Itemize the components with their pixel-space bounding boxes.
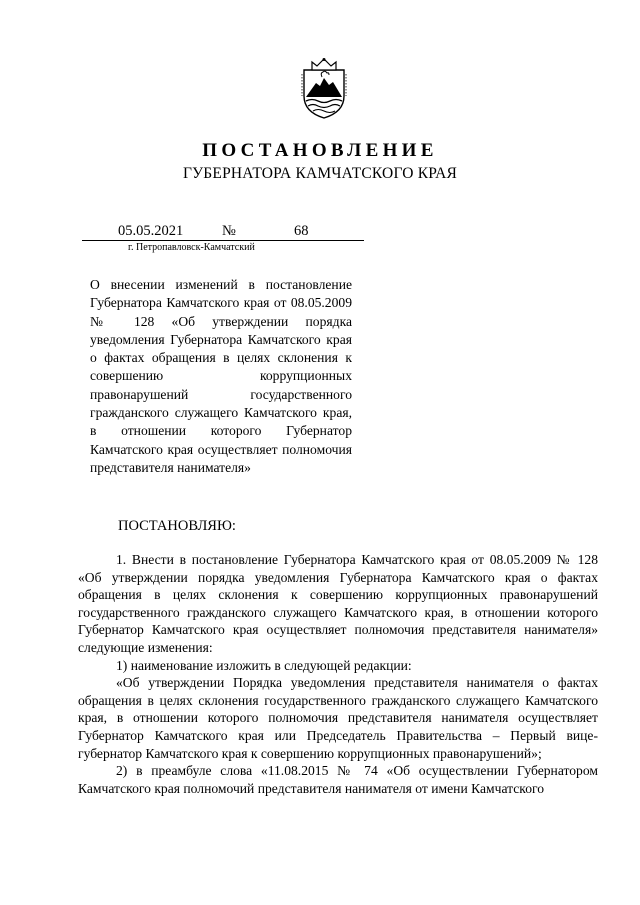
document-title: ПОСТАНОВЛЕНИЕ — [202, 140, 438, 161]
document-place: г. Петропавловск-Камчатский — [128, 242, 255, 253]
document-subtitle: ГУБЕРНАТОРА КАМЧАТСКОГО КРАЯ — [182, 165, 458, 182]
document-body — [78, 551, 598, 797]
body-paragraph: 2) в преамбуле слова «11.08.2015 № 74 «Об осуществлении Губернатором Камчатского края полномочий представителя нанимателя от имени Камчатского — [78, 763, 598, 796]
body-paragraph: 1) наименование изложить в следующей редакции: — [116, 657, 412, 673]
body-paragraph: «Об утверждении Порядка уведомления представителя нанимателя о фактах обращения в целях склонения государственного гражданского служащего Камчатского края, в отношении которого полномочия представителя нанимателя осуществляет Губернатор Камчатского края или Председатель Правительства – Первый вице-губернатор Камчатского края к совершению коррупционных правонарушений»; — [78, 675, 598, 761]
kamchatka-coat-of-arms-icon — [298, 56, 350, 120]
document-date: 05.05.2021 — [118, 223, 184, 239]
number-sign: № — [222, 223, 236, 239]
decree-word: ПОСТАНОВЛЯЮ: — [118, 518, 236, 534]
date-number-line — [82, 223, 364, 241]
body-paragraph: 1. Внести в постановление Губернатора Камчатского края от 08.05.2009 № 128 «Об утверждении порядка уведомления Губернатора Камчатского края о фактах обращения в целях склонения к совершению коррупционных правонарушений государственного гражданского служащего Камчатского края, в отношении которого Губернатор Камчатского края осуществляет полномочия представителя нанимателя» следующие изменения: — [78, 552, 598, 655]
document-subject: О внесении изменений в постановление Губернатора Камчатского края от 08.05.2009 № 128 «Об утверждении порядка уведомления Губернатора Камчатского края о фактах обращения в целях склонения к совершению коррупционных правонарушений государственного гражданского служащего Камчатского края, в отношении которого Губернатор Камчатского края осуществляет полномочия представителя нанимателя» — [90, 277, 352, 475]
document-number: 68 — [294, 223, 309, 239]
